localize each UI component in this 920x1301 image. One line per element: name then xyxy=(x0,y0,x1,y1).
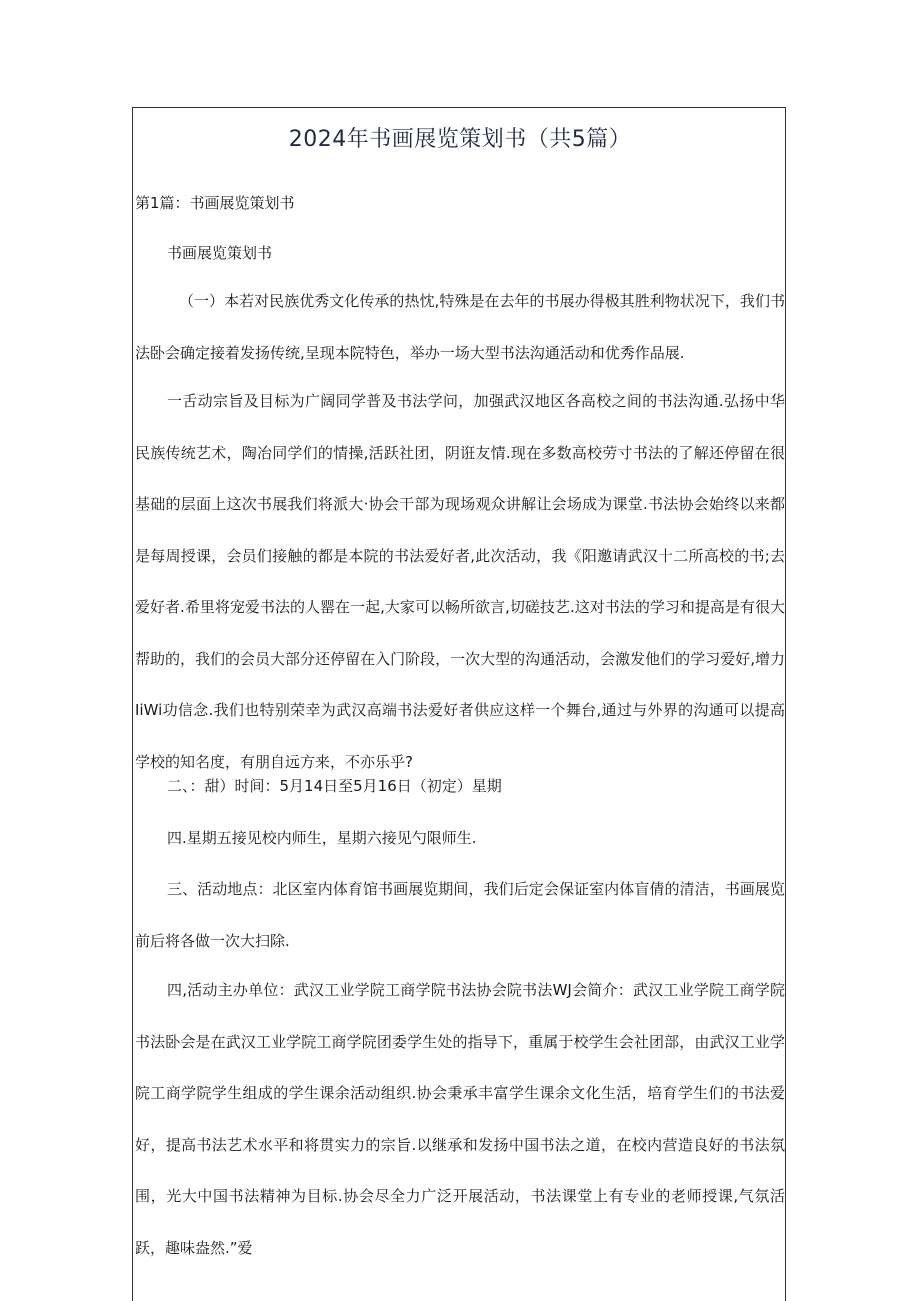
paragraph-location: 三、活动地点：北区室内体育馆书画展览期间，我们后定会保证室内体盲倩的清洁，书画展览前后将各做一次大扫除. xyxy=(135,880,785,950)
paragraph-purpose: 一舌动宗旨及目标为广阔同学普及书法学问，加强武汉地区各高校之间的书法沟通.弘扬中华民族传统艺术，陶冶同学们的情操,活跃社团，阴诳友情.现在多数高校劳寸书法的了解还停留在很基础的层面上这次书展我们将派大·协会干部为现场观众讲解让会场成为课堂.书法协会始终以来都是每周授课，会员们接触的都是本院的书法爱好者,此次活动，我《阳邀请武汉十二所高校的书;去爱好者.希里将宠爱书法的人罂在一起,大家可以畅所欲言,切磋技艺.这对书法的学习和提高是有很大帮助的，我们的会员大部分还停留在入门阶段，一次大型的沟通活动，会激发他们的学习爱好,增力IiWi功信念.我们也特别荣幸为武汉高端书法爱好者供应这样一个舞台,通过与外界的沟通可以提高学校的知名度，有朋自远方来，不亦乐乎? xyxy=(135,392,785,771)
document-title: 2024年书画展览策划书（共5篇） xyxy=(288,127,632,152)
paragraph-time: 二、：甜）时间：5月14日至5月16日（初定）星期 xyxy=(167,777,502,795)
paragraph-background: （一）本若对民族优秀文化传承的热忱,特殊是在去年的书展办得极其胜利物状况下，我们书法卧会确定接着发扬传统,呈现本院特色，举办一场大型书法沟通活动和优秀作品展. xyxy=(135,292,785,362)
sub-heading: 书画展览策划书 xyxy=(167,244,273,262)
section-heading: 第1篇：书画展览策划书 xyxy=(135,194,295,212)
document-page xyxy=(132,107,786,1301)
paragraph-organizer: 四,活动主办单位：武汉工业学院工商学院书法协会院书法WJ会简介：武汉工业学院工商学院书法卧会是在武汉工业学院工商学院团委学生处的指导下，重属于校学生会社团部，由武汉工业学院工商学院学生组成的学生课余活动组织.协会秉承丰富学生课余文化生活，培育学生们的书法爱好，提高书法艺术水平和将贯实力的宗旨.以继承和发扬中国书法之道，在校内营造良好的书法氛围，光大中国书法精神为目标.协会尽全力广泛开展活动，书法课堂上有专业的老师授课,气氛活跃，趣味盎然.”爱 xyxy=(135,981,785,1257)
paragraph-schedule: 四.星期五接见校内师生，星期六接见勺限师生. xyxy=(167,829,477,847)
